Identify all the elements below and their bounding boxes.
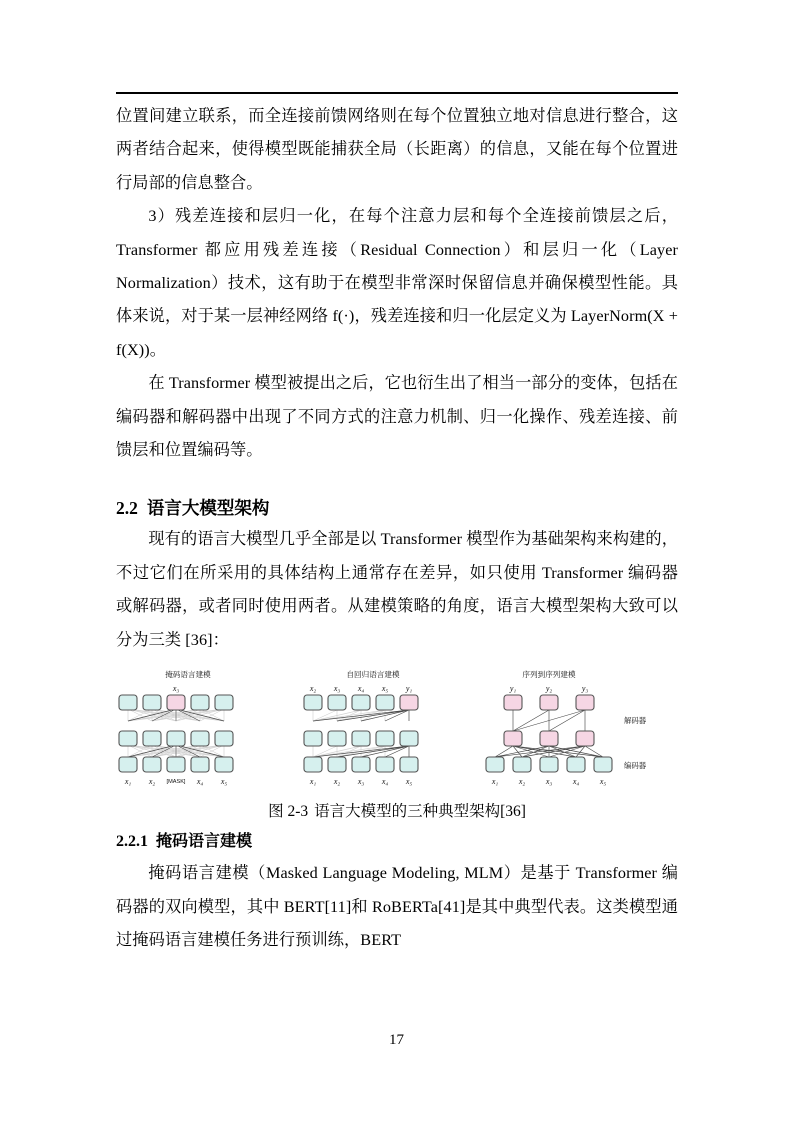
figure-caption-label: 图 2-3 — [268, 803, 309, 821]
label-auto-bottom-3: x₃ — [357, 777, 365, 787]
side-label-encoder: 编码器 — [624, 761, 647, 771]
figure-caption-text: 语言大模型的三种典型架构[36] — [314, 803, 526, 821]
paragraph-2: 3）残差连接和层归一化，在每个注意力层和每个全连接前馈层之后，Transformer 都应用残差连接（Residual Connection）和层归一化（Layer Normalization）技术，这有助于在模型非常深时保留信息并确保模型性能。具体来说，对于某一层神经网络 f(·)，残差连接和归一化层定义为 LayerNorm(X + f(X))。 — [116, 207, 678, 359]
label-seq2seq-bottom-2: x₂ — [518, 777, 526, 787]
edges-decoder-seq2seq — [513, 710, 585, 731]
label-seq2seq-bottom-3: x₃ — [545, 777, 553, 787]
label-auto-bottom-2: x₂ — [333, 777, 341, 787]
nodes-decoder-mid-seq2seq — [504, 731, 594, 746]
figure-caption-2-3 — [116, 797, 678, 827]
nodes-masked-top — [119, 695, 233, 710]
label-seq2seq-top-2: y₂ — [545, 684, 553, 694]
figure-2-3 — [116, 669, 678, 797]
label-masked-bottom-1: x₁ — [124, 777, 132, 787]
label-seq2seq-top-1: y₁ — [509, 684, 517, 694]
node-highlight-y1 — [400, 695, 418, 710]
label-seq2seq-bottom-4: x₄ — [572, 777, 580, 787]
section-number-2-2: 2.2 — [116, 498, 138, 519]
panel-title-masked: 掩码语言建模 — [165, 670, 211, 680]
panel-sequence-to-sequence-modeling — [486, 669, 647, 786]
page-number: 17 — [389, 1032, 404, 1048]
label-auto-top-2: x₃ — [333, 684, 341, 694]
label-masked-top-x3: x₃ — [172, 684, 180, 694]
label-auto-bottom-5: x₅ — [405, 777, 413, 787]
panel-title-seq2seq: 序列到序列建模 — [522, 670, 576, 680]
spacer-before-section-2-2 — [116, 467, 678, 493]
node-highlight-x3 — [167, 695, 185, 710]
label-auto-top-4: x₅ — [381, 684, 389, 694]
panel-autoregressive-language-modeling — [304, 669, 418, 786]
nodes-encoder-seq2seq — [486, 757, 612, 772]
nodes-masked-bottom — [119, 757, 233, 772]
label-seq2seq-bottom-1: x₁ — [491, 777, 499, 787]
panel-title-autoregressive: 自回归语言建模 — [346, 670, 400, 680]
label-auto-top-1: x₂ — [309, 684, 317, 694]
nodes-decoder-top-seq2seq — [504, 695, 594, 710]
side-label-decoder: 解码器 — [624, 716, 647, 726]
subsection-heading-2-2-1 — [116, 827, 678, 857]
label-seq2seq-top-3: y₃ — [581, 684, 589, 694]
paragraph-1: 位置间建立联系，而全连接前馈网络则在每个位置独立地对信息进行整合，这两者结合起来，使得模型既能捕获全局（长距离）的信息，又能在每个位置进行局部的信息整合。 — [116, 107, 678, 192]
figure-2-3-diagram — [116, 669, 678, 797]
page-content — [116, 100, 678, 957]
label-masked-bottom-5: x₅ — [220, 777, 228, 787]
label-auto-bottom-4: x₄ — [381, 777, 389, 787]
section-heading-2-2 — [116, 493, 678, 523]
paragraph-5: 掩码语言建模（Masked Language Modeling, MLM）是基于 Transformer 编码器的双向模型，其中 BERT[11]和 RoBERTa[41]是其中典型代表。这类模型通过掩码语言建模任务进行预训练，BERT — [116, 864, 678, 949]
label-masked-bottom-2: x₂ — [148, 777, 156, 787]
nodes-masked-mid — [119, 731, 233, 746]
nodes-auto-top — [304, 695, 418, 710]
label-seq2seq-bottom-5: x₅ — [599, 777, 607, 787]
section-title-2-2: 语言大模型架构 — [146, 498, 270, 519]
label-auto-top-3: x₄ — [357, 684, 365, 694]
label-auto-top-5: y₁ — [405, 684, 413, 694]
label-auto-bottom-1: x₁ — [309, 777, 317, 787]
panel-masked-language-modeling — [119, 669, 233, 786]
page-header-rule — [116, 92, 678, 94]
subsection-number-2-2-1: 2.2.1 — [116, 833, 148, 851]
nodes-auto-bottom — [304, 757, 418, 772]
edges-cross-attention-seq2seq — [495, 746, 603, 757]
paragraph-3: 在 Transformer 模型被提出之后，它也衍生出了相当一部分的变体，包括在编码器和解码器中出现了不同方式的注意力机制、归一化操作、残差连接、前馈层和位置编码等。 — [116, 374, 678, 460]
label-masked-bottom-4: x₄ — [196, 777, 204, 787]
paragraph-4: 现有的语言大模型几乎全部是以 Transformer 模型作为基础架构来构建的，不过它们在所采用的具体结构上通常存在差异，如只使用 Transformer 编码器或解码器，或者同时使用两者。从建模策略的角度，语言大模型架构大致可以分为三类 [36]： — [116, 530, 678, 649]
label-masked-bottom-3: [MASK] — [166, 779, 186, 786]
nodes-auto-mid — [304, 731, 418, 746]
subsection-title-2-2-1: 掩码语言建模 — [156, 833, 253, 851]
